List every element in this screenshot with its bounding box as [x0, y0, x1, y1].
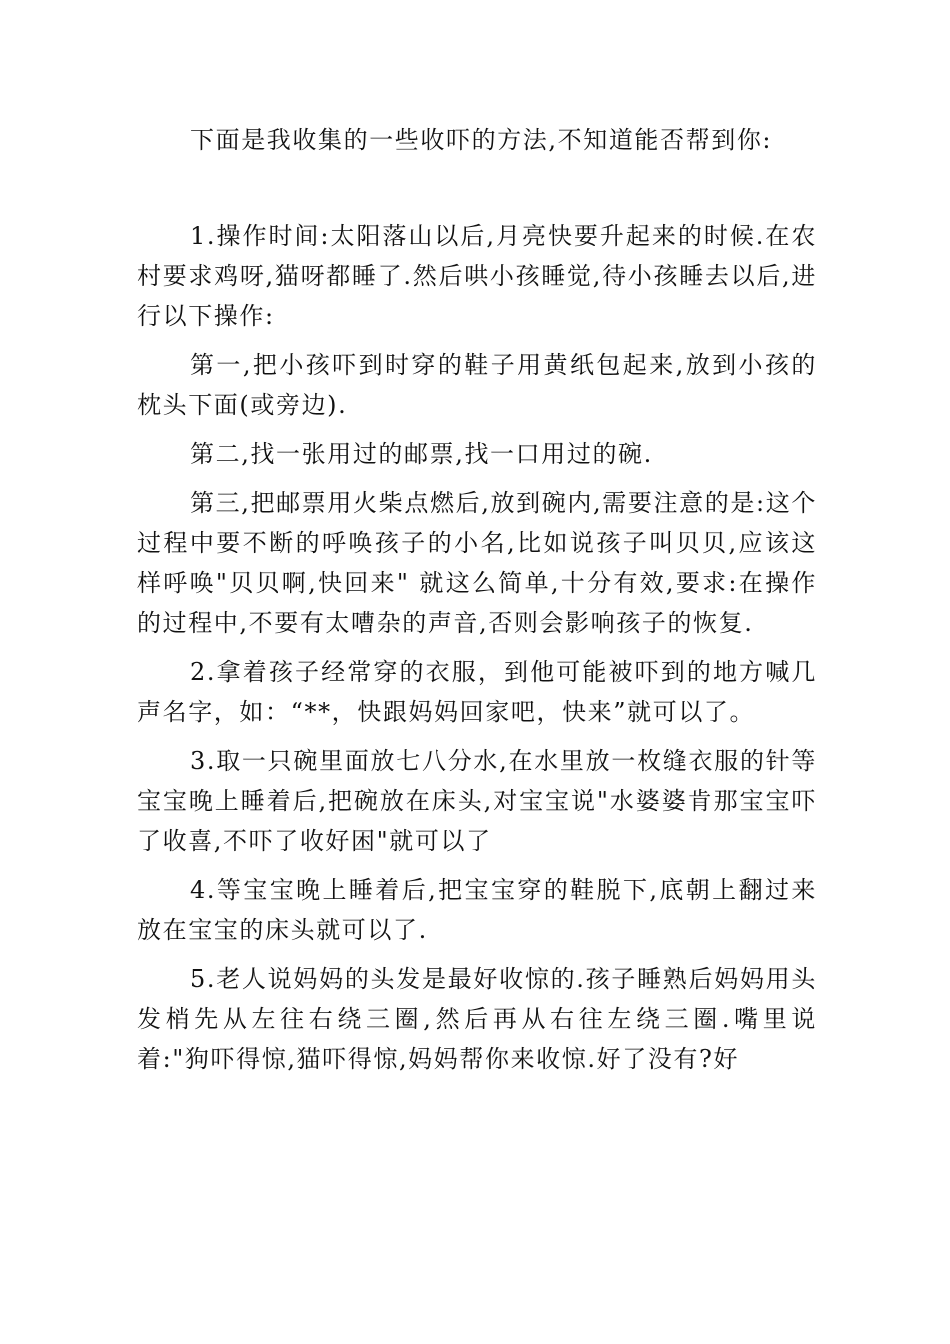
document-body [137, 216, 817, 1088]
paragraph: 1.操作时间:太阳落山以后,月亮快要升起来的时候.在农村要求鸡呀,猫呀都睡了.然后哄小孩睡觉,待小孩睡去以后,进行以下操作: [137, 222, 817, 330]
paragraph: 第二,找一张用过的邮票,找一口用过的碗. [190, 440, 653, 468]
paragraph: 4.等宝宝晚上睡着后,把宝宝穿的鞋脱下,底朝上翻过来放在宝宝的床头就可以了. [137, 876, 817, 944]
paragraph: 2.拿着孩子经常穿的衣服，到他可能被吓到的地方喊几声名字，如：“**，快跟妈妈回家吧，快来”就可以了。 [137, 658, 817, 726]
paragraph: 3.取一只碗里面放七八分水,在水里放一枚缝衣服的针等宝宝晚上睡着后,把碗放在床头,对宝宝说"水婆婆肯那宝宝吓了收喜,不吓了收好困"就可以了 [137, 747, 817, 855]
paragraph: 第三,把邮票用火柴点燃后,放到碗内,需要注意的是:这个过程中要不断的呼唤孩子的小名,比如说孩子叫贝贝,应该这样呼唤"贝贝啊,快回来" 就这么简单,十分有效,要求:在操作的过程中,不要有太嘈杂的声音,否则会影响孩子的恢复. [137, 489, 817, 637]
paragraph: 第一,把小孩吓到时穿的鞋子用黄纸包起来,放到小孩的枕头下面(或旁边). [137, 351, 817, 419]
intro-line: 下面是我收集的一些收吓的方法,不知道能否帮到你: [190, 126, 773, 154]
paragraph: 5.老人说妈妈的头发是最好收惊的.孩子睡熟后妈妈用头发梢先从左往右绕三圈,然后再从右往左绕三圈.嘴里说着:"狗吓得惊,猫吓得惊,妈妈帮你来收惊.好了没有?好 [137, 965, 817, 1073]
